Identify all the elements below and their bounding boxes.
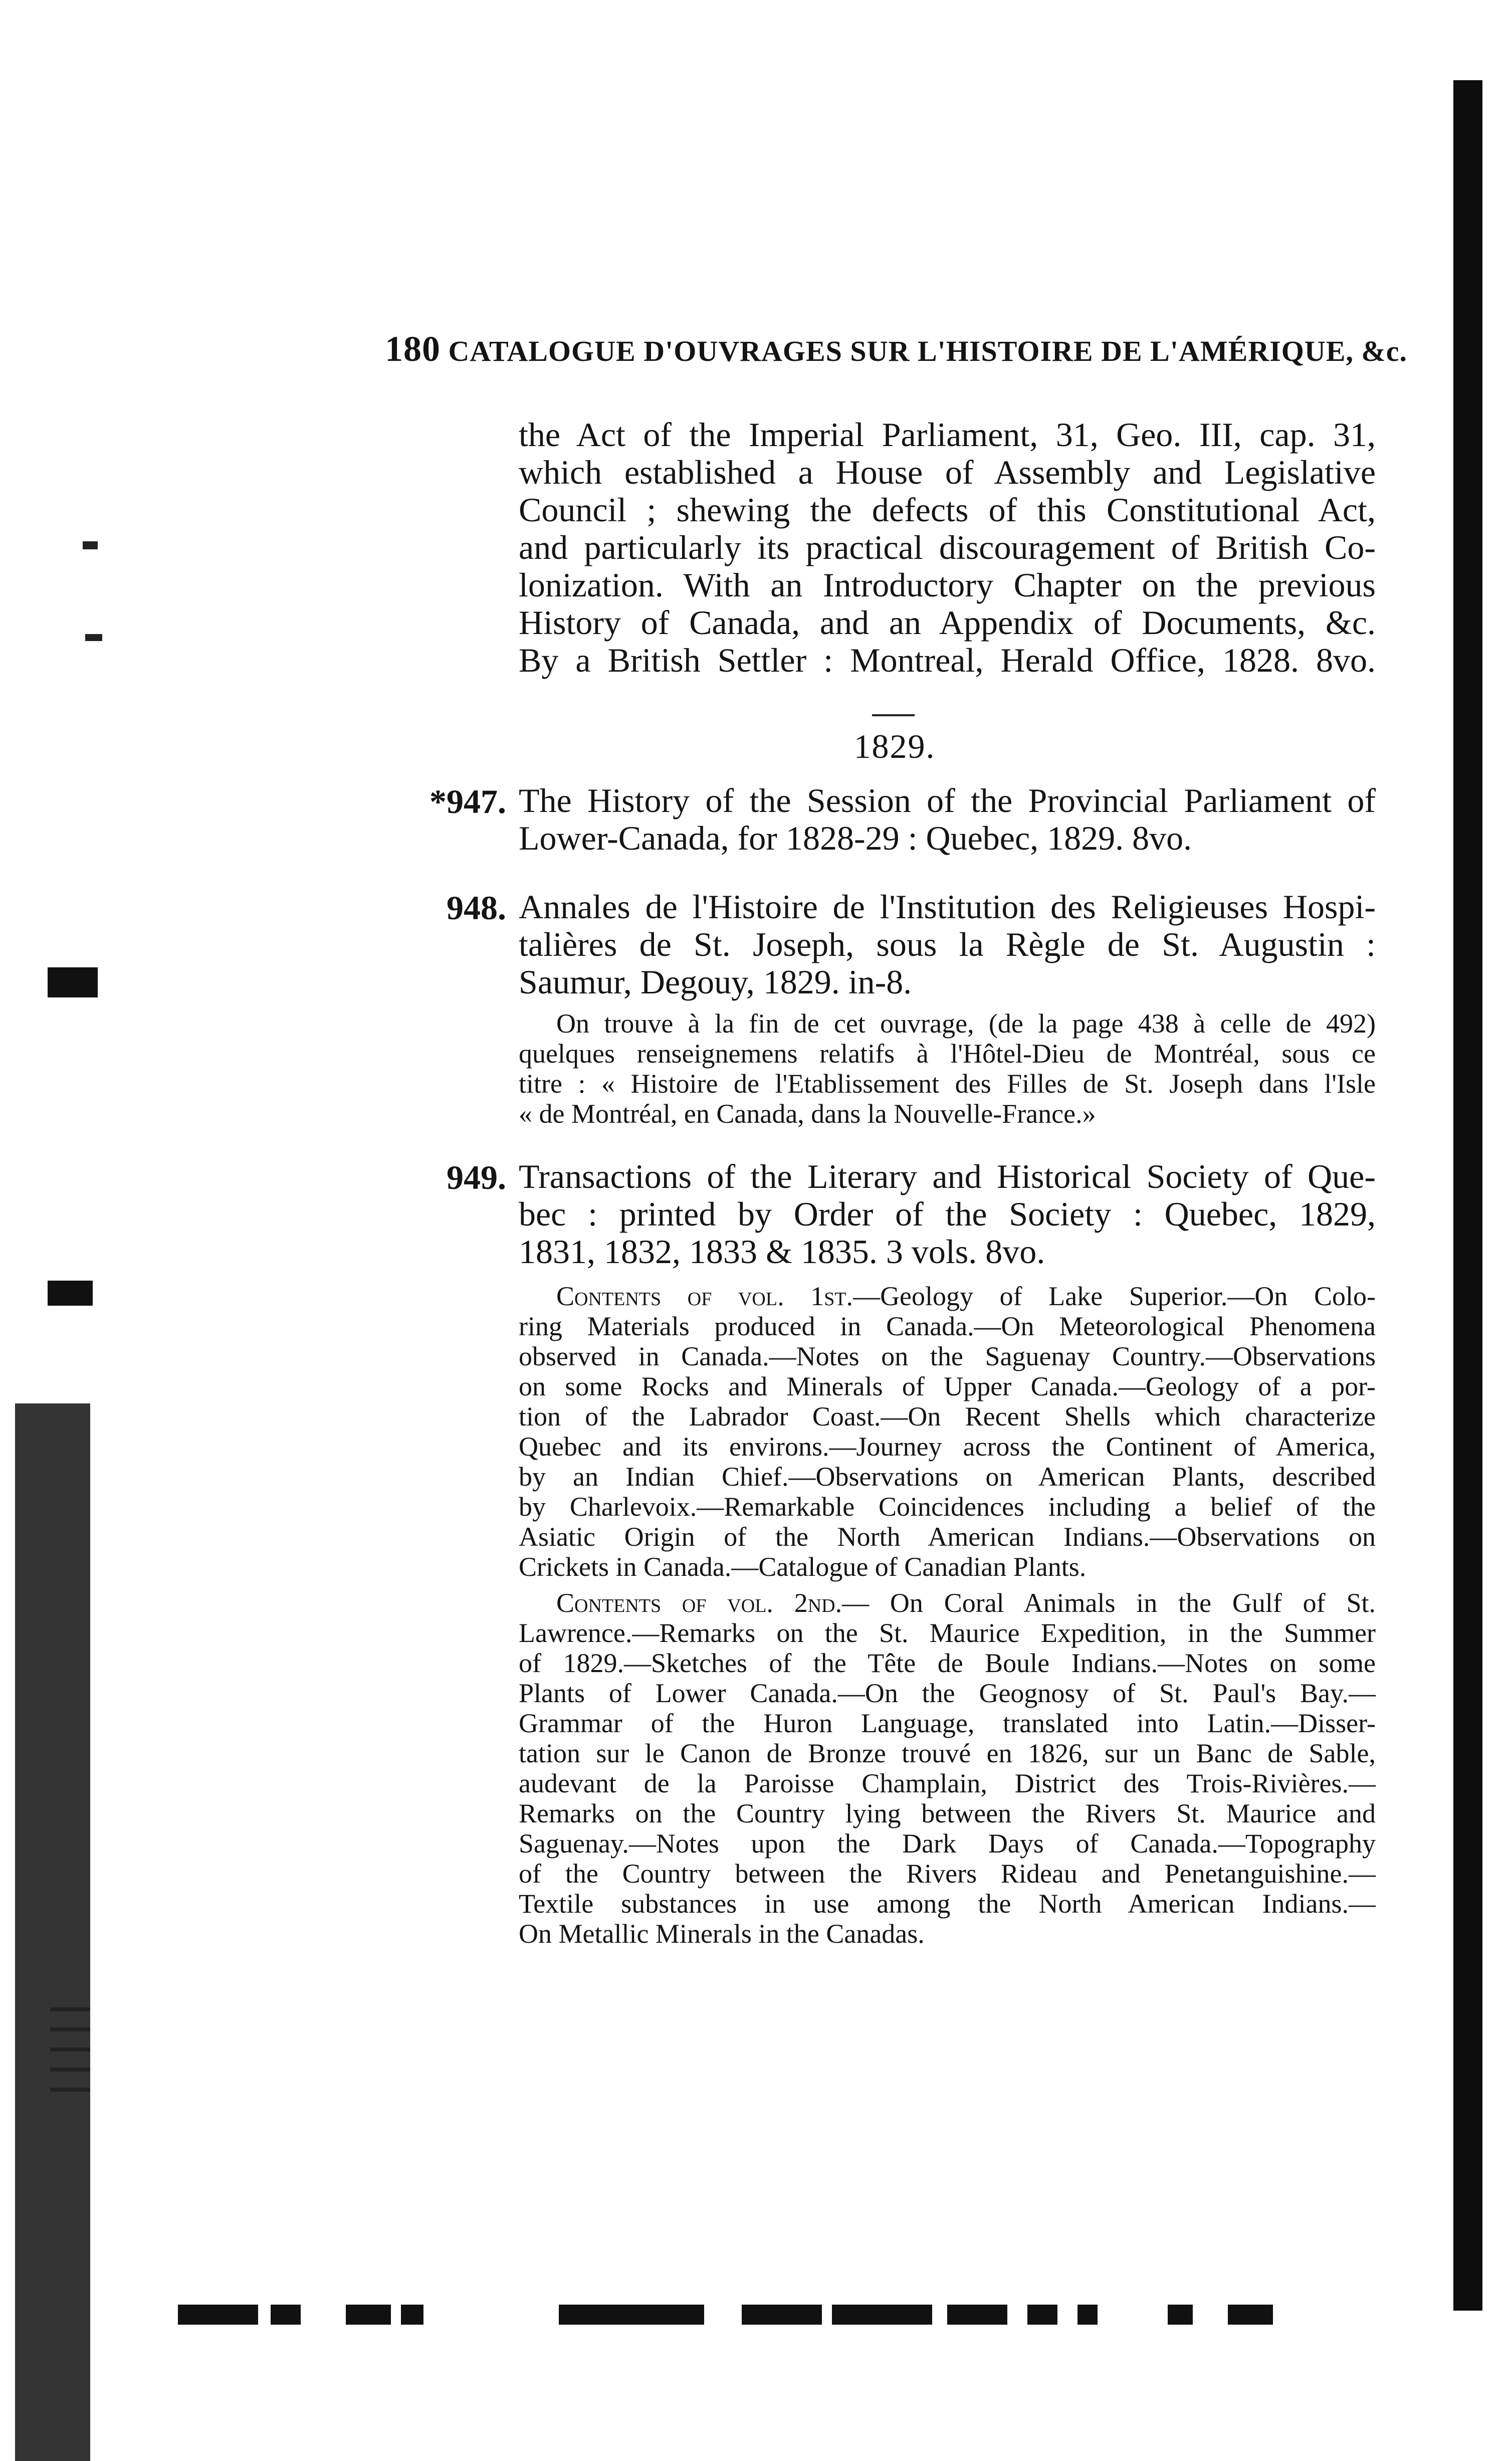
note-line: tion of the Labrador Coast.—On Recent Shells which characterize: [519, 1401, 1376, 1431]
note-line: Remarks on the Country lying between the Rivers St. Maurice and: [519, 1798, 1376, 1828]
note-line: Lawrence.—Remarks on the St. Maurice Expedition, in the Summer: [519, 1618, 1376, 1648]
note-line: of the Country between the Rivers Rideau and Penetanguishine.—: [519, 1859, 1376, 1889]
contents-label: Contents of vol. 2nd.: [556, 1588, 842, 1618]
text-line: bec : printed by Order of the Society : Quebec, 1829,: [519, 1195, 1376, 1233]
section-rule: [872, 714, 915, 716]
entry-note: [519, 1008, 1376, 1129]
note-line: of 1829.—Sketches of the Tête de Boule Indians.—Notes on some: [519, 1648, 1376, 1678]
note-line: by Charlevoix.—Remarkable Coincidences including a belief of the: [519, 1492, 1376, 1522]
contents-vol-2: [519, 1588, 1376, 1949]
note-line: ring Materials produced in Canada.—On Meteorological Phenomena: [519, 1311, 1376, 1341]
entry-947: [519, 782, 1376, 857]
entry-number: *947.: [429, 782, 506, 821]
scan-mark: [83, 541, 98, 549]
text-line: lonization. With an Introductory Chapter on the previous: [519, 566, 1376, 604]
note-line: tation sur le Canon de Bronze trouvé en 1826, sur un Banc de Sable,: [519, 1738, 1376, 1768]
text-line: and particularly its practical discouragement of British Co-: [519, 528, 1376, 566]
text-line: Transactions of the Literary and Historical Society of Que-: [519, 1157, 1376, 1195]
text-line: Lower-Canada, for 1828-29 : Quebec, 1829. 8vo.: [519, 819, 1192, 857]
entry-949: [519, 1158, 1376, 1271]
scan-mark: [48, 1281, 93, 1306]
note-line: Quebec and its environs.—Journey across the Continent of America,: [519, 1431, 1376, 1462]
scan-mark: [50, 2088, 90, 2092]
scan-mark: [48, 967, 98, 997]
scan-mark: [50, 2007, 90, 2011]
contents-vol-1: [519, 1281, 1376, 1582]
note-line: audevant de la Paroisse Champlain, District des Trois-Rivières.—: [519, 1768, 1376, 1798]
entry-number: 949.: [447, 1158, 506, 1196]
note-line: On Metallic Minerals in the Canadas.: [519, 1919, 925, 1949]
note-line: by an Indian Chief.—Observations on American Plants, described: [519, 1462, 1376, 1492]
scan-mark: [50, 2068, 90, 2072]
contents-label: Contents of vol. 1st.: [556, 1281, 853, 1311]
text-line: talières de St. Joseph, sous la Règle de St. Augustin :: [519, 925, 1376, 963]
text-line: Saumur, Degouy, 1829. in-8.: [519, 963, 912, 1001]
scan-mark: [85, 634, 102, 641]
note-line: Textile substances in use among the North American Indians.—: [519, 1889, 1376, 1919]
note-line: [519, 1588, 1376, 1618]
note-line: observed in Canada.—Notes on the Saguenay Country.—Observations: [519, 1341, 1376, 1371]
text-line: By a British Settler : Montreal, Herald Office, 1828. 8vo.: [519, 641, 1376, 679]
entry-948: [519, 888, 1376, 1001]
note-line: « de Montréal, en Canada, dans la Nouvelle-France.»: [519, 1099, 1096, 1129]
scan-mark: [15, 1403, 90, 2461]
note-line: Plants of Lower Canada.—On the Geognosy of St. Paul's Bay.—: [519, 1678, 1376, 1708]
scan-border-right: [1453, 80, 1482, 2311]
text-line: 1831, 1832, 1833 & 1835. 3 vols. 8vo.: [519, 1233, 1045, 1271]
text-line: the Act of the Imperial Parliament, 31, Geo. III, cap. 31,: [519, 416, 1376, 454]
contents-text: —Geology of Lake Superior.—On Colo-: [853, 1281, 1376, 1311]
note-line: Crickets in Canada.—Catalogue of Canadian Plants.: [519, 1552, 1087, 1582]
running-title: CATALOGUE D'OUVRAGES SUR L'HISTOIRE DE L'AMÉRIQUE, &c.: [448, 335, 1407, 367]
text-line: The History of the Session of the Provincial Parliament of: [519, 781, 1376, 819]
scan-mark: [50, 2047, 90, 2052]
note-line: [519, 1281, 1376, 1311]
text-line: Annales de l'Histoire de l'Institution des Religieuses Hospi-: [519, 888, 1376, 926]
note-line: on some Rocks and Minerals of Upper Canada.—Geology of a por-: [519, 1371, 1376, 1401]
text-line: History of Canada, and an Appendix of Documents, &c.: [519, 603, 1376, 642]
entry-number: 948.: [447, 889, 506, 927]
page-number: 180: [385, 329, 441, 369]
note-line: quelques renseignemens relatifs à l'Hôtel-Dieu de Montréal, sous ce: [519, 1039, 1376, 1069]
year-heading: 1829.: [853, 727, 936, 765]
note-line: On trouve à la fin de cet ouvrage, (de la page 438 à celle de 492): [556, 1008, 1376, 1039]
note-line: Saguenay.—Notes upon the Dark Days of Canada.—Topography: [519, 1828, 1376, 1859]
scan-mark: [50, 2027, 90, 2031]
entry-continuation: [519, 416, 1376, 679]
note-line: Asiatic Origin of the North American Indians.—Observations on: [519, 1522, 1376, 1552]
running-head: [385, 328, 1417, 370]
text-line: which established a House of Assembly and Legislative: [519, 453, 1376, 491]
text-line: Council ; shewing the defects of this Constitutional Act,: [519, 491, 1376, 529]
contents-text: — On Coral Animals in the Gulf of St.: [842, 1588, 1376, 1618]
note-line: titre : « Histoire de l'Etablissement des Filles de St. Joseph dans l'Isle: [519, 1069, 1376, 1099]
note-line: Grammar of the Huron Language, translated into Latin.—Disser-: [519, 1708, 1376, 1738]
